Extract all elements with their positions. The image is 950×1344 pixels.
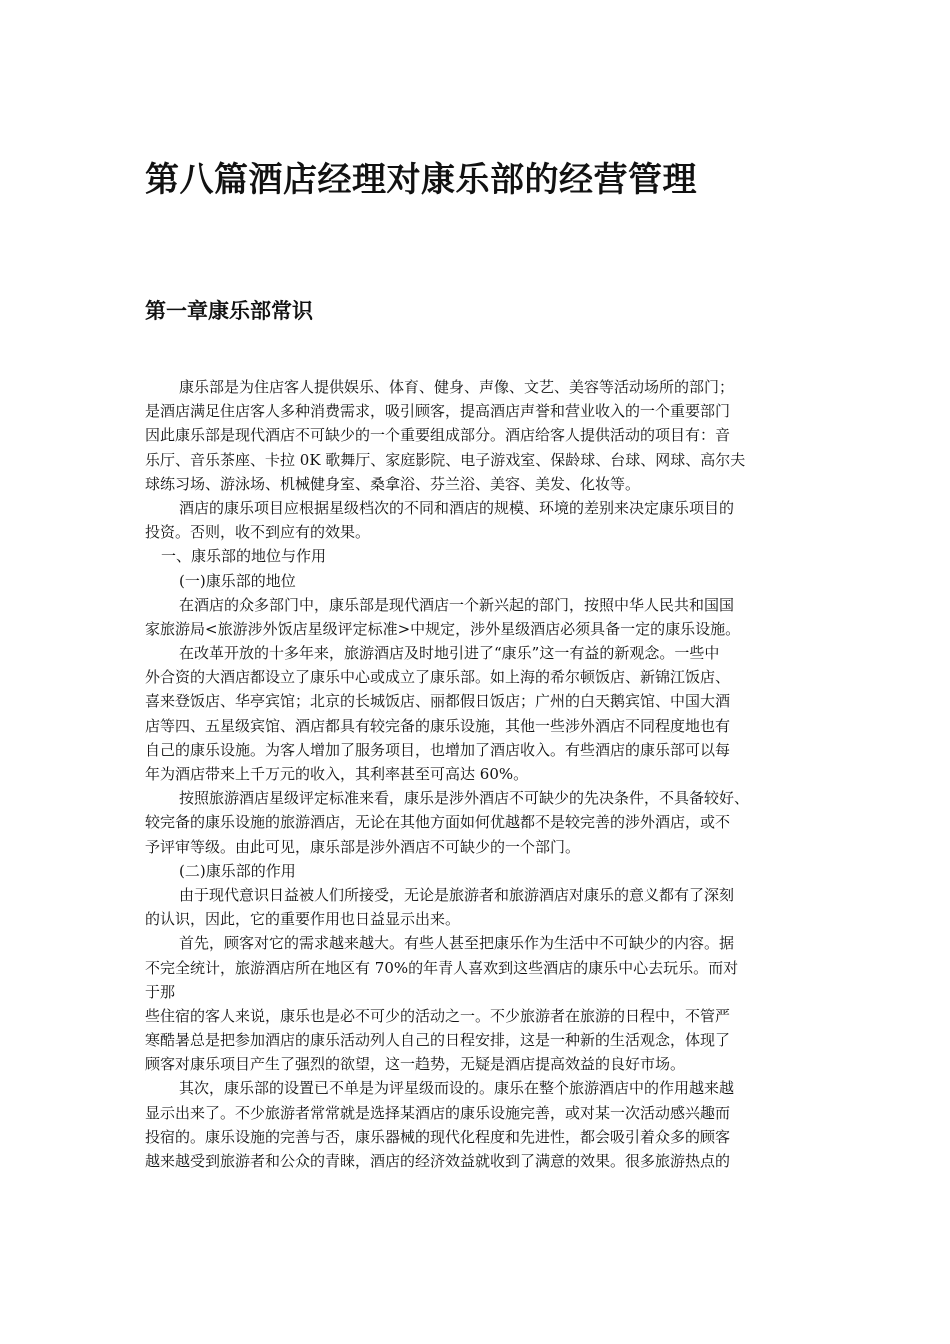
text-line: 因此康乐部是现代酒店不可缺少的一个重要组成部分。酒店给客人提供活动的项目有：音: [145, 426, 731, 445]
text-line: 首先，顾客对它的需求越来越大。有些人甚至把康乐作为生活中不可缺少的内容。据: [179, 934, 735, 953]
text-line: 些住宿的客人来说，康乐也是必不可少的活动之一。不少旅游者在旅游的日程中，不管严: [145, 1006, 731, 1025]
text-line: 乐厅、音乐茶座、卡拉 0K 歌舞厅、家庭影院、电子游戏室、保龄球、台球、网球、高尔夫: [145, 450, 746, 469]
text-line: (二)康乐部的作用: [179, 861, 296, 880]
body-text: [145, 375, 815, 1173]
text-line: 店等四、五星级宾馆、酒店都具有较完备的康乐设施，其他一些涉外酒店不同程度地也有: [145, 716, 731, 735]
text-line: 由于现代意识日益被人们所接受，无论是旅游者和旅游酒店对康乐的意义都有了深刻: [179, 885, 735, 904]
document-title: 第八篇酒店经理对康乐部的经营管理: [145, 160, 697, 200]
text-line: 球练习场、游泳场、机械健身室、桑拿浴、芬兰浴、美容、美发、化妆等。: [145, 474, 641, 493]
text-line: 予评审等级。由此可见，康乐部是涉外酒店不可缺少的一个部门。: [145, 837, 581, 856]
text-line: 家旅游局<旅游涉外饭店星级评定标准>中规定，涉外星级酒店必须具备一定的康乐设施。: [145, 619, 741, 638]
text-line: 酒店的康乐项目应根据星级档次的不同和酒店的规模、环境的差别来决定康乐项目的: [179, 498, 735, 517]
text-line: 喜来登饭店、华亭宾馆；北京的长城饭店、丽都假日饭店；广州的白天鹅宾馆、中国大酒: [145, 692, 731, 711]
text-line: 在改革开放的十多年来，旅游酒店及时地引进了“康乐”这一有益的新观念。一些中: [179, 644, 720, 663]
text-line: 不完全统计，旅游酒店所在地区有 70%的年青人喜欢到这些酒店的康乐中心去玩乐。而对: [145, 958, 739, 977]
text-line: 较完备的康乐设施的旅游酒店，无论在其他方面如何优越都不是较完善的涉外酒店，或不: [145, 813, 731, 832]
text-line: 显示出来了。不少旅游者常常就是选择某酒店的康乐设施完善，或对某一次活动感兴趣而: [145, 1103, 731, 1122]
text-line: 外合资的大酒店都设立了康乐中心或成立了康乐部。如上海的希尔顿饭店、新锦江饭店、: [145, 668, 731, 687]
text-line: 越来越受到旅游者和公众的青睐，酒店的经济效益就收到了满意的效果。很多旅游热点的: [145, 1152, 731, 1170]
text-line: 投资。否则，收不到应有的效果。: [145, 523, 371, 542]
text-line: 的认识，因此，它的重要作用也日益显示出来。: [145, 910, 461, 929]
chapter-heading: 第一章康乐部常识: [145, 299, 313, 323]
text-line: 其次，康乐部的设置已不单是为评星级而设的。康乐在整个旅游酒店中的作用越来越: [179, 1079, 735, 1098]
text-line: 年为酒店带来上千万元的收入，其利率甚至可高达 60%。: [145, 765, 529, 783]
text-line: 顾客对康乐项目产生了强烈的欲望，这一趋势，无疑是酒店提高效益的良好市场。: [145, 1055, 686, 1074]
text-line: 于那: [145, 982, 176, 1001]
text-line: 一、康乐部的地位与作用: [161, 547, 327, 566]
text-line: 投宿的。康乐设施的完善与否，康乐器械的现代化程度和先进性，都会吸引着众多的顾客: [145, 1127, 731, 1146]
text-line: 在酒店的众多部门中，康乐部是现代酒店一个新兴起的部门，按照中华人民共和国国: [179, 595, 735, 614]
text-line: 寒酷暑总是把参加酒店的康乐活动列人自己的日程安排，这是一种新的生活观念，体现了: [145, 1031, 731, 1050]
text-line: 按照旅游酒店星级评定标准来看，康乐是涉外酒店不可缺少的先决条件，不具备较好、: [179, 789, 750, 808]
text-line: 是酒店满足住店客人多种消费需求，吸引顾客，提高酒店声誉和营业收入的一个重要部门: [145, 402, 731, 421]
text-line: 自己的康乐设施。为客人增加了服务项目，也增加了酒店收入。有些酒店的康乐部可以每: [145, 740, 731, 759]
text-line: (一)康乐部的地位: [179, 571, 296, 590]
text-line: 康乐部是为住店客人提供娱乐、体育、健身、声像、文艺、美容等活动场所的部门；: [179, 378, 735, 396]
